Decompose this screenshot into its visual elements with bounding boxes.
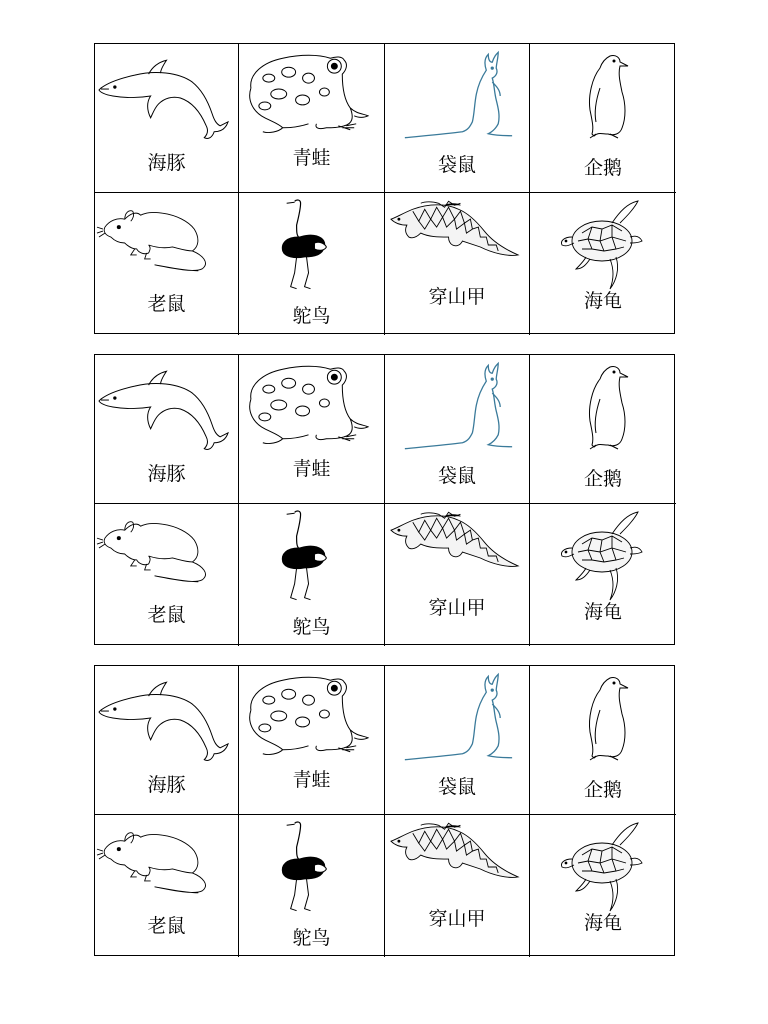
- card-pangolin: [385, 504, 530, 646]
- card-frog: [239, 355, 385, 504]
- card-pangolin: [385, 815, 530, 957]
- frog-icon: [239, 48, 384, 142]
- card-mouse: [95, 504, 239, 646]
- card-penguin: [530, 666, 676, 815]
- card-sea-turtle: [530, 504, 676, 646]
- kangaroo-icon: [385, 359, 529, 453]
- card-label: 海龟: [583, 912, 622, 934]
- kangaroo-icon: [385, 670, 529, 764]
- card-label: 老鼠: [147, 604, 186, 626]
- dolphin-icon: [95, 48, 238, 142]
- card-label: 海龟: [583, 601, 622, 623]
- sea-turtle-icon: [530, 197, 676, 291]
- card-mouse: [95, 193, 239, 335]
- card-label: 穿山甲: [428, 908, 486, 930]
- card-ostrich: [239, 193, 385, 335]
- pangolin-icon: [385, 508, 529, 602]
- card-dolphin: [95, 355, 239, 504]
- dolphin-icon: [95, 359, 238, 453]
- card-label: 青蛙: [292, 147, 331, 169]
- card-sheet-2: [94, 354, 675, 645]
- card-sea-turtle: [530, 193, 676, 335]
- frog-icon: [239, 670, 384, 764]
- card-label: 海豚: [147, 774, 186, 796]
- card-label: 青蛙: [292, 458, 331, 480]
- mouse-icon: [95, 508, 238, 602]
- card-frog: [239, 44, 385, 193]
- card-penguin: [530, 44, 676, 193]
- kangaroo-icon: [385, 48, 529, 142]
- card-frog: [239, 666, 385, 815]
- card-label: 袋鼠: [437, 154, 476, 176]
- card-label: 鸵鸟: [292, 305, 331, 327]
- card-label: 老鼠: [147, 915, 186, 937]
- ostrich-icon: [239, 197, 384, 291]
- card-label: 穿山甲: [428, 597, 486, 619]
- penguin-icon: [530, 670, 676, 764]
- card-sheet-1: [94, 43, 675, 334]
- card-kangaroo: [385, 355, 530, 504]
- pangolin-icon: [385, 819, 529, 913]
- sea-turtle-icon: [530, 508, 676, 602]
- card-pangolin: [385, 193, 530, 335]
- card-label: 袋鼠: [437, 776, 476, 798]
- mouse-icon: [95, 819, 238, 913]
- card-label: 海豚: [147, 152, 186, 174]
- card-ostrich: [239, 504, 385, 646]
- mouse-icon: [95, 197, 238, 291]
- card-kangaroo: [385, 666, 530, 815]
- card-ostrich: [239, 815, 385, 957]
- card-label: 海豚: [147, 463, 186, 485]
- card-label: 鸵鸟: [292, 616, 331, 638]
- card-sheet-3: [94, 665, 675, 956]
- card-label: 企鹅: [583, 157, 622, 179]
- card-dolphin: [95, 666, 239, 815]
- card-label: 青蛙: [292, 769, 331, 791]
- dolphin-icon: [95, 670, 238, 764]
- card-label: 海龟: [583, 290, 622, 312]
- sea-turtle-icon: [530, 819, 676, 913]
- ostrich-icon: [239, 508, 384, 602]
- penguin-icon: [530, 48, 676, 142]
- penguin-icon: [530, 359, 676, 453]
- card-penguin: [530, 355, 676, 504]
- card-kangaroo: [385, 44, 530, 193]
- card-label: 鸵鸟: [292, 927, 331, 949]
- card-label: 老鼠: [147, 293, 186, 315]
- card-label: 穿山甲: [428, 286, 486, 308]
- pangolin-icon: [385, 197, 529, 291]
- card-dolphin: [95, 44, 239, 193]
- frog-icon: [239, 359, 384, 453]
- card-sea-turtle: [530, 815, 676, 957]
- card-mouse: [95, 815, 239, 957]
- card-label: 企鹅: [583, 468, 622, 490]
- ostrich-icon: [239, 819, 384, 913]
- card-label: 企鹅: [583, 779, 622, 801]
- card-label: 袋鼠: [437, 465, 476, 487]
